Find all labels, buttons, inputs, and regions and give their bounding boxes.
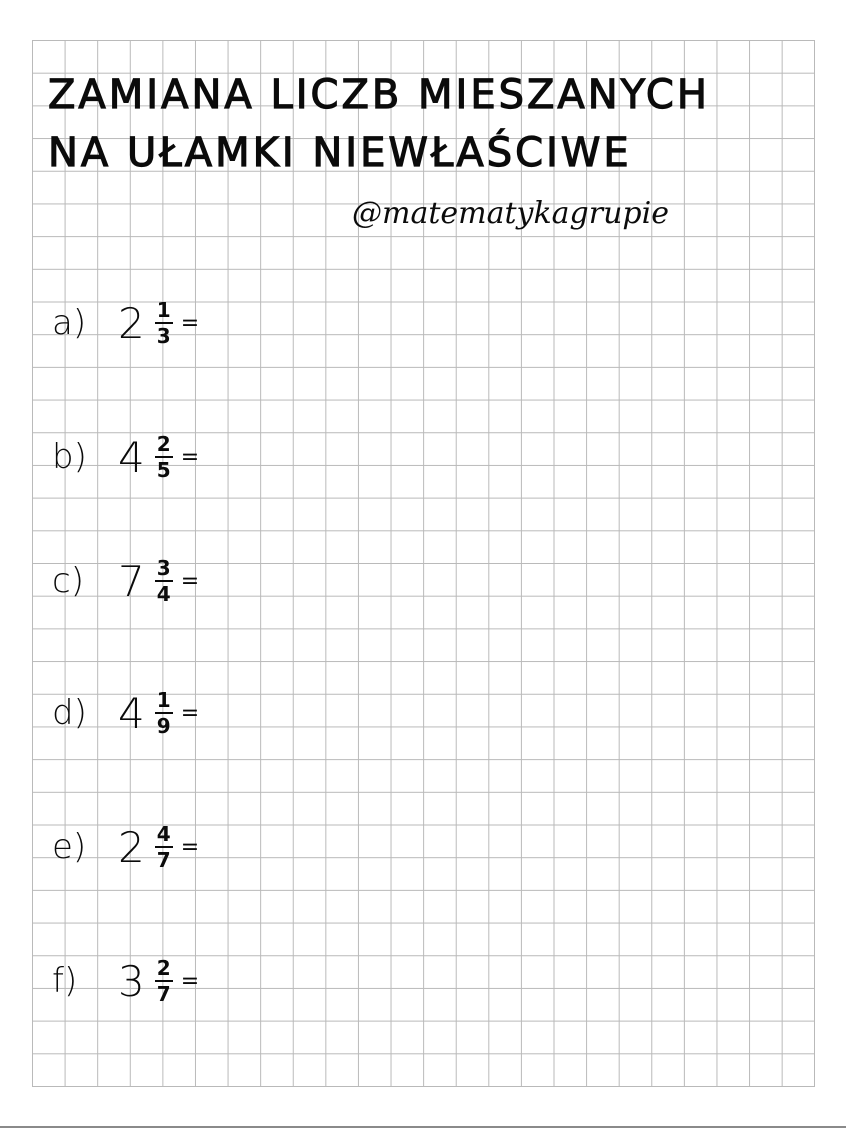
whole-part: 4 <box>118 432 145 482</box>
exercise-label: f) <box>52 961 78 1001</box>
denominator: 9 <box>156 714 171 738</box>
title-line-1: ZAMIANA LICZB MIESZANYCH <box>48 72 710 118</box>
denominator: 3 <box>156 324 171 348</box>
numerator: 4 <box>156 822 171 846</box>
exercise-d <box>52 678 199 748</box>
fraction <box>155 300 173 346</box>
exercise-b <box>52 422 199 492</box>
numerator: 1 <box>156 298 171 322</box>
exercise-label: b) <box>52 437 87 477</box>
exercise-c <box>52 546 199 616</box>
fraction <box>155 690 173 736</box>
bottom-divider <box>0 1126 846 1128</box>
denominator: 7 <box>156 982 171 1006</box>
whole-part: 2 <box>118 822 145 872</box>
whole-part: 3 <box>118 956 145 1006</box>
whole-part: 2 <box>118 298 145 348</box>
whole-part: 4 <box>118 688 145 738</box>
exercise-label: d) <box>52 693 87 733</box>
exercise-label: c) <box>52 561 84 601</box>
author-handle: @matematykagrupie <box>352 196 669 231</box>
numerator: 2 <box>156 956 171 980</box>
numerator: 3 <box>156 556 171 580</box>
equals-sign: = <box>180 834 200 860</box>
title-line-2: NA UŁAMKI NIEWŁAŚCIWE <box>48 130 632 176</box>
fraction <box>155 824 173 870</box>
equals-sign: = <box>180 700 200 726</box>
numerator: 1 <box>156 688 171 712</box>
equals-sign: = <box>180 444 200 470</box>
whole-part: 7 <box>118 556 145 606</box>
fraction <box>155 434 173 480</box>
exercise-label: e) <box>52 827 87 867</box>
denominator: 4 <box>156 582 171 606</box>
exercise-e <box>52 812 199 882</box>
denominator: 5 <box>156 458 171 482</box>
equals-sign: = <box>180 310 200 336</box>
equals-sign: = <box>180 968 200 994</box>
exercise-a <box>52 288 199 358</box>
exercise-f <box>52 946 199 1016</box>
fraction <box>155 558 173 604</box>
denominator: 7 <box>156 848 171 872</box>
exercise-label: a) <box>52 303 87 343</box>
numerator: 2 <box>156 432 171 456</box>
fraction <box>155 958 173 1004</box>
equals-sign: = <box>180 568 200 594</box>
